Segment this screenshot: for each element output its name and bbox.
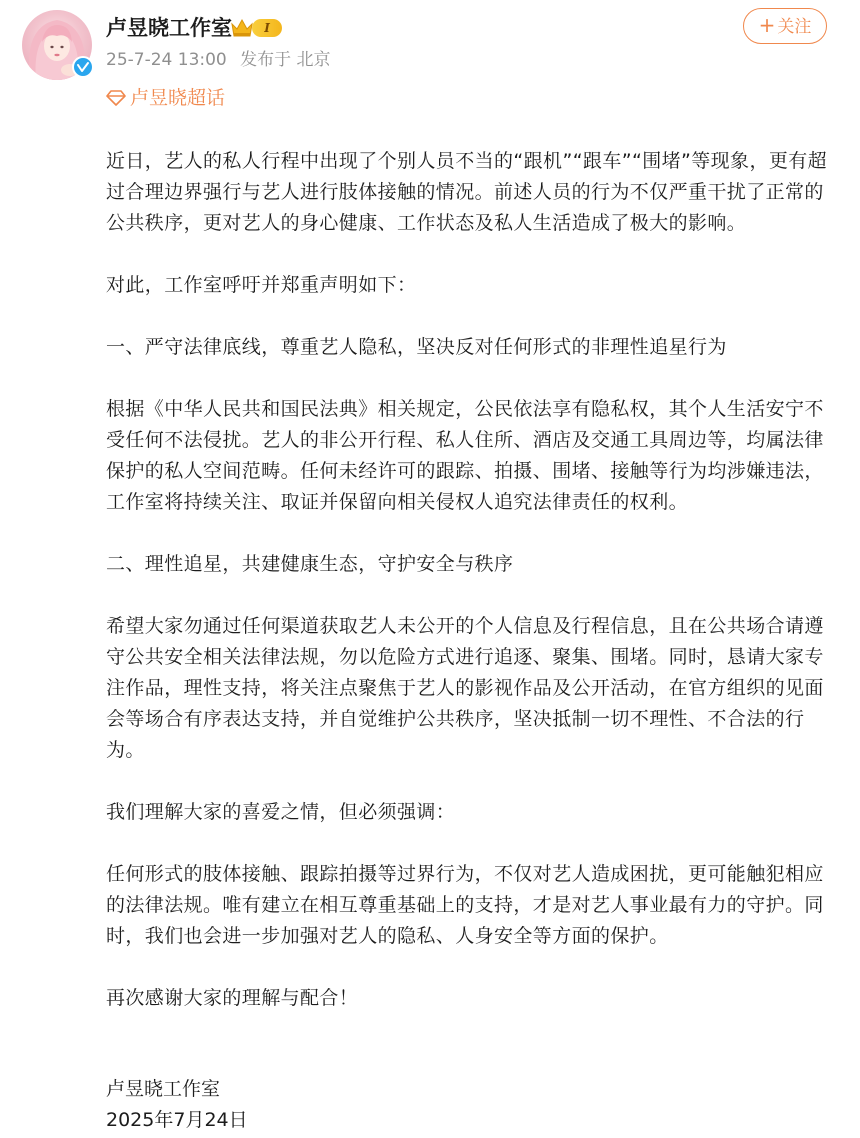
- paragraph-section-1: 根据《中华人民共和国民法典》相关规定，公民依法享有隐私权，其个人生活安宁不受任何不法侵扰。艺人的非公开行程、私人住所、酒店及交通工具周边等，均属法律保护的私人空间范畴。任何未经许可的跟踪、拍摄、围堵、接触等行为均涉嫌违法，工作室将持续关注、取证并保留向相关侵权人追究法律责任的权利。: [106, 398, 824, 513]
- post-time: 25-7-24 13:00: [106, 50, 227, 70]
- post-header: [0, 0, 860, 120]
- diamond-icon: [106, 89, 126, 107]
- section-heading-2: 二、理性追星，共建健康生态，守护安全与秩序: [106, 553, 514, 575]
- paragraph-intro: 近日，艺人的私人行程中出现了个别人员不当的“跟机”“跟车”“围堵”等现象，更有超过合理边界强行与艺人进行肢体接触的情况。前述人员的行为不仅严重干扰了正常的公共秩序，更对艺人的身心健康、工作状态及私人生活造成了极大的影响。: [106, 150, 828, 234]
- post-meta: [106, 48, 339, 72]
- signature-name: 卢昱晓工作室: [106, 1078, 221, 1100]
- account-name[interactable]: 卢昱晓工作室: [106, 16, 232, 40]
- follow-label: 关注: [777, 17, 812, 37]
- topic-tag[interactable]: [106, 85, 225, 111]
- post-location: 发布于 北京: [240, 50, 331, 70]
- section-heading-1: 一、严守法律底线，尊重艺人隐私，坚决反对任何形式的非理性追星行为: [106, 336, 727, 358]
- paragraph-statement-lead: 对此，工作室呼吁并郑重声明如下：: [106, 274, 417, 296]
- paragraph-emphasis-lead: 我们理解大家的喜爱之情，但必须强调：: [106, 801, 456, 823]
- verified-icon: [72, 56, 94, 78]
- post-content: [106, 146, 830, 1014]
- signature-date: 2025年7月24日: [106, 1109, 248, 1131]
- crown-icon: [230, 17, 254, 39]
- topic-label: 卢昱晓超话: [130, 87, 226, 109]
- follow-button[interactable]: [743, 8, 827, 44]
- paragraph-section-2: 希望大家勿通过任何渠道获取艺人未公开的个人信息及行程信息，且在公共场合请遵守公共安全相关法律法规，勿以危险方式进行追逐、聚集、围堵。同时，恳请大家专注作品，理性支持，将关注点聚焦于艺人的影视作品及公开活动，在官方组织的见面会等场合有序表达支持，并自觉维护公共秩序，坚决抵制一切不理性、不合法的行为。: [106, 615, 824, 761]
- paragraph-emphasis: 任何形式的肢体接触、跟踪拍摄等过界行为，不仅对艺人造成困扰，更可能触犯相应的法律法规。唯有建立在相互尊重基础上的支持，才是对艺人事业最有力的守护。同时，我们也会进一步加强对艺人的隐私、人身安全等方面的保护。: [106, 863, 824, 947]
- signature: [106, 1074, 248, 1136]
- paragraph-thanks: 再次感谢大家的理解与配合！: [106, 987, 359, 1009]
- plus-icon: +: [758, 13, 776, 37]
- level-badge: I: [252, 19, 282, 37]
